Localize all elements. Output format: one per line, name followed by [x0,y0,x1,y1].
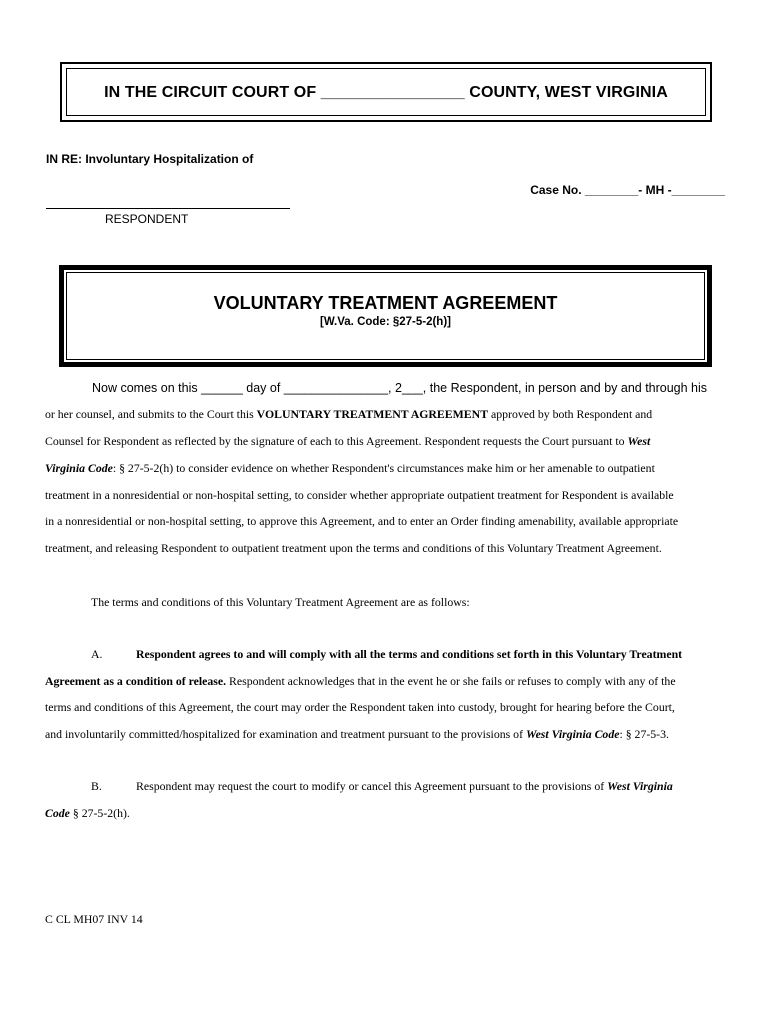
terms-intro: The terms and conditions of this Voluntary Treatment Agreement are as follows: [91,595,470,609]
item-a-first-line: Respondent agrees to and will comply with all the terms and conditions set forth in this Voluntary Treatment [136,647,683,661]
item-a-line-4b: West Virginia Code [525,727,620,741]
court-header-box [60,62,712,122]
item-a-line-2-bold: Agreement as a condition of release. [45,674,227,688]
item-b-line-2b: § 27-5-2(h). [69,806,130,820]
intro-line-2a: Counsel for Respondent as reflected by the signature of each to this Agreement. Respondent requests the Court pursuant to [45,434,628,448]
item-a-line-2-rest: Respondent acknowledges that in the event he or she fails or refuses to comply with any of the [226,674,676,688]
item-a-line-4a: and involuntarily committed/hospitalized for examination and treatment pursuant to the provisions of [45,727,526,741]
intro-line-6: treatment, and releasing Respondent to outpatient treatment upon the terms and conditions of this Voluntary Treatment Agreement. [45,541,662,555]
item-a-line-3: terms and conditions of this Agreement, the court may order the Respondent taken into custody, brought for hearing before the Court, [45,700,675,714]
item-b-line-2 [45,806,130,821]
intro-line-1a: or her counsel, and submits to the Court this [45,407,257,421]
title-box [59,265,712,367]
case-number: Case No. ________- MH -________ [530,183,725,197]
item-b-letter: B. [91,779,102,793]
intro-line-2 [45,434,650,449]
item-a-letter: A. [91,647,103,661]
intro-line-1 [45,407,652,422]
intro-line-3a: Virginia Code [45,461,113,475]
intro-line-1c: approved by both Respondent and [488,407,653,421]
item-b-line-2a: Code [45,806,70,820]
item-a-line-2 [45,674,676,689]
intro-line-5: in a nonresidential or non-hospital setting, to approve this Agreement, and to enter an Order finding amenability, available appropriate [45,514,679,528]
county-blank: ________________ [320,84,465,101]
intro-line-3b: : § 27-5-2(h) to consider evidence on whether Respondent's circumstances make him or her amenable to outpatient [112,461,655,475]
court-suffix: COUNTY, WEST VIRGINIA [469,84,668,101]
intro-line-4: treatment in a nonresidential or non-hospital setting, to consider whether appropriate outpatient treatment for Respondent is available [45,488,674,502]
in-re-caption: IN RE: Involuntary Hospitalization of [46,152,254,166]
court-title [62,84,710,102]
item-b-first-a: Respondent may request the court to modify or cancel this Agreement pursuant to the provisions of [136,779,608,793]
document-title: VOLUNTARY TREATMENT AGREEMENT [213,293,558,313]
intro-first-line: Now comes on this ______ day of _______________, 2___, the Respondent, in person and by and through his [92,381,708,395]
form-code-footer: C CL MH07 INV 14 [45,912,143,926]
statute-citation: [W.Va. Code: §27-5-2(h)] [320,316,451,328]
respondent-signature-line [46,208,290,209]
intro-line-2b: West [627,434,651,448]
item-a-line-4c: : § 27-5-3. [619,727,669,741]
court-prefix: IN THE CIRCUIT COURT OF [104,84,317,101]
item-a-line-4 [45,727,669,742]
item-b-first-b: West Virginia [607,779,673,793]
item-b-first-line [136,779,673,794]
intro-line-3 [45,461,655,476]
respondent-label: RESPONDENT [105,212,189,226]
intro-line-1b: VOLUNTARY TREATMENT AGREEMENT [256,407,489,421]
